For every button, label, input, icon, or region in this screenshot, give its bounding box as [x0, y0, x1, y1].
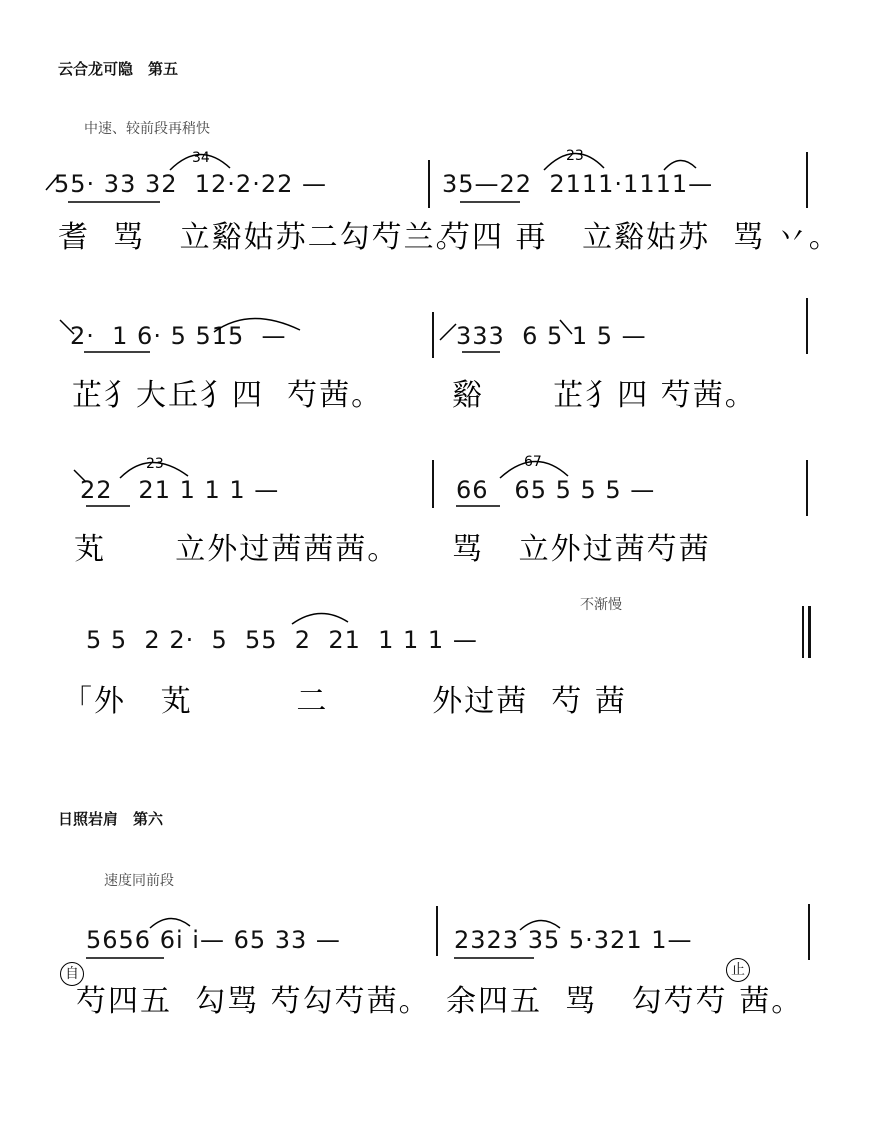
notation-row-3b: 66 65 5 5 5 — [456, 476, 656, 504]
tempo-marking-5: 中速、较前段再稍快 [84, 121, 210, 137]
notation-row-2b: 333 6 5 1 5 — [456, 322, 647, 350]
tablature-row-6b: 余四五 骂 勾芍芍 茜。 [446, 984, 804, 1019]
tempo-marking-6: 速度同前段 [104, 873, 174, 889]
grace-note-3b: 67 [524, 454, 542, 470]
tablature-row-2b: 谿 芷犭四 芍茜。 [452, 378, 757, 413]
notation-row-3a: 22 21 1 1 1 — [80, 476, 280, 504]
notation-row-6b: 2323 35 5·321 1— [454, 926, 693, 954]
tablature-row-3a: 芄 立外过茜茜茜。 [74, 532, 400, 567]
tempo-note-row-4: 不渐慢 [580, 597, 622, 613]
grace-note-1b: 23 [566, 148, 584, 164]
tablature-row-2a: 芷犭大丘犭四 芍茜。 [72, 378, 384, 413]
section-title-5: 云合龙可隐 第五 [58, 60, 179, 78]
notation-row-2a: 2· 1 6· 5 515 — [70, 322, 287, 350]
tablature-row-3b: 骂 立外过茜芍茜 [452, 532, 711, 567]
tablature-row-6a: 芍四五 勾骂 芍勾芍茜。 [76, 984, 431, 1019]
notation-row-1a: 55· 33 32 12·2·22 — [54, 170, 327, 198]
notation-row-6a: 5656 6i i— 65 33 — [86, 926, 341, 954]
notation-row-1b: 35—22 2111·1111— [442, 170, 714, 198]
circled-mark-stop-text: 止 [731, 962, 745, 978]
tablature-row-4: 「外 芄 二 外过茜 芍 茜 [62, 684, 627, 719]
grace-note-3a: 23 [146, 456, 164, 472]
section-title-6: 日照岩肩 第六 [58, 810, 164, 828]
tablature-row-1a: 耆 骂 立谿姑苏二勾芍兰。 [58, 220, 468, 255]
circled-mark-start-text: 自 [65, 966, 79, 982]
tablature-row-1b: 芍四 再 立谿姑苏 骂 丷。 [440, 220, 841, 255]
grace-note-1a: 34 [192, 150, 210, 166]
notation-row-4: 5 5 2 2· 5 55 2 21 1 1 1 — [86, 626, 478, 654]
